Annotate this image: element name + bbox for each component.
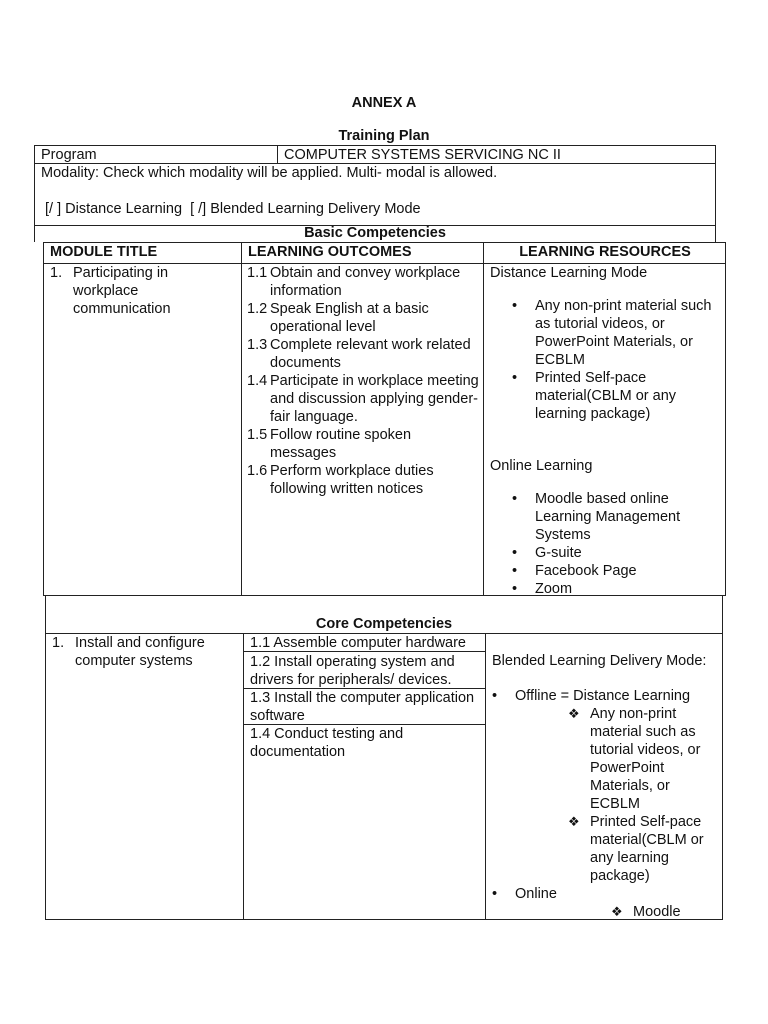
basic-outcome-item: 1.6 Perform workplace duties following written notices (247, 463, 434, 497)
basic-outcome-item: 1.2 Speak English at a basic operational level (247, 301, 429, 335)
core-outcome-item: 1.3 Install the computer application software (250, 690, 475, 724)
basic-outcomes-cell (247, 264, 479, 498)
list-item: ❖ Printed Self-pace material(CBLM or any learning package) (568, 814, 704, 884)
document-title: Training Plan (338, 128, 430, 144)
core-outcome-item: 1.2 Install operating system and drivers for peripherals/ devices. (250, 654, 455, 688)
diamond-bullet-icon: ❖ (568, 706, 580, 721)
modality-text: Modality: Check which modality will be applied. Multi- modal is allowed. (41, 165, 498, 181)
basic-module-title: Participating in workplace communication (73, 265, 171, 317)
blended-learning-title: Blended Learning Delivery Mode: (492, 653, 707, 669)
header-module-title: MODULE TITLE (50, 244, 158, 260)
diamond-bullet-icon: ❖ (611, 904, 623, 919)
offline-label: Offline = Distance Learning (515, 688, 691, 704)
distance-learning-mode-title: Distance Learning Mode (490, 265, 648, 281)
list-item: ❖ Moodle (611, 904, 681, 920)
diamond-bullet-icon: ❖ (568, 814, 580, 829)
basic-module-number: 1. (50, 265, 63, 281)
bullet-icon: • (492, 886, 498, 902)
online-learning-title: Online Learning (490, 458, 593, 474)
basic-outcome-item: 1.4 Participate in workplace meeting and discussion applying gender-fair language. (247, 373, 479, 425)
core-outcome-item: 1.4 Conduct testing and documentation (250, 726, 404, 760)
core-resources-cell (492, 652, 722, 921)
core-module-number: 1. (52, 635, 65, 651)
list-item: • Printed Self-pace material(CBLM or any learning package) (490, 369, 720, 423)
core-module-title: Install and configure computer systems (75, 635, 205, 669)
list-item: • Facebook Page (490, 562, 720, 580)
online-learning-list (490, 490, 720, 598)
list-item: • Any non-print material such as tutorial videos, or PowerPoint Materials, or ECBLM (490, 297, 720, 369)
basic-resources-cell (490, 264, 720, 598)
basic-outcome-item: 1.3 Complete relevant work related documents (247, 337, 471, 371)
program-label: Program (41, 147, 97, 163)
distance-learning-list (490, 297, 720, 423)
basic-module-cell (50, 264, 235, 318)
basic-outcome-item: 1.1 Obtain and convey workplace information (247, 265, 461, 299)
list-item: • Zoom (490, 580, 720, 598)
modality-options: [/ ] Distance Learning [ /] Blended Learning Delivery Mode (45, 201, 421, 217)
bullet-icon: • (492, 688, 498, 704)
core-module-cell (52, 634, 237, 670)
list-item: • G-suite (490, 544, 720, 562)
core-outcome-item: 1.1 Assemble computer hardware (250, 635, 466, 651)
program-value: COMPUTER SYSTEMS SERVICING NC II (284, 147, 561, 163)
online-label: Online (515, 886, 557, 902)
basic-outcome-item: 1.5 Follow routine spoken messages (247, 427, 412, 461)
header-learning-resources: LEARNING RESOURCES (519, 244, 691, 260)
core-competencies-heading: Core Competencies (315, 616, 453, 632)
annex-label: ANNEX A (351, 95, 417, 111)
basic-competencies-heading: Basic Competencies (304, 225, 446, 241)
header-learning-outcomes: LEARNING OUTCOMES (248, 244, 412, 260)
list-item: • Moodle based online Learning Management Systems (490, 490, 720, 544)
list-item: ❖ Any non-print material such as tutorial videos, or PowerPoint Materials, or ECBLM (568, 706, 701, 812)
